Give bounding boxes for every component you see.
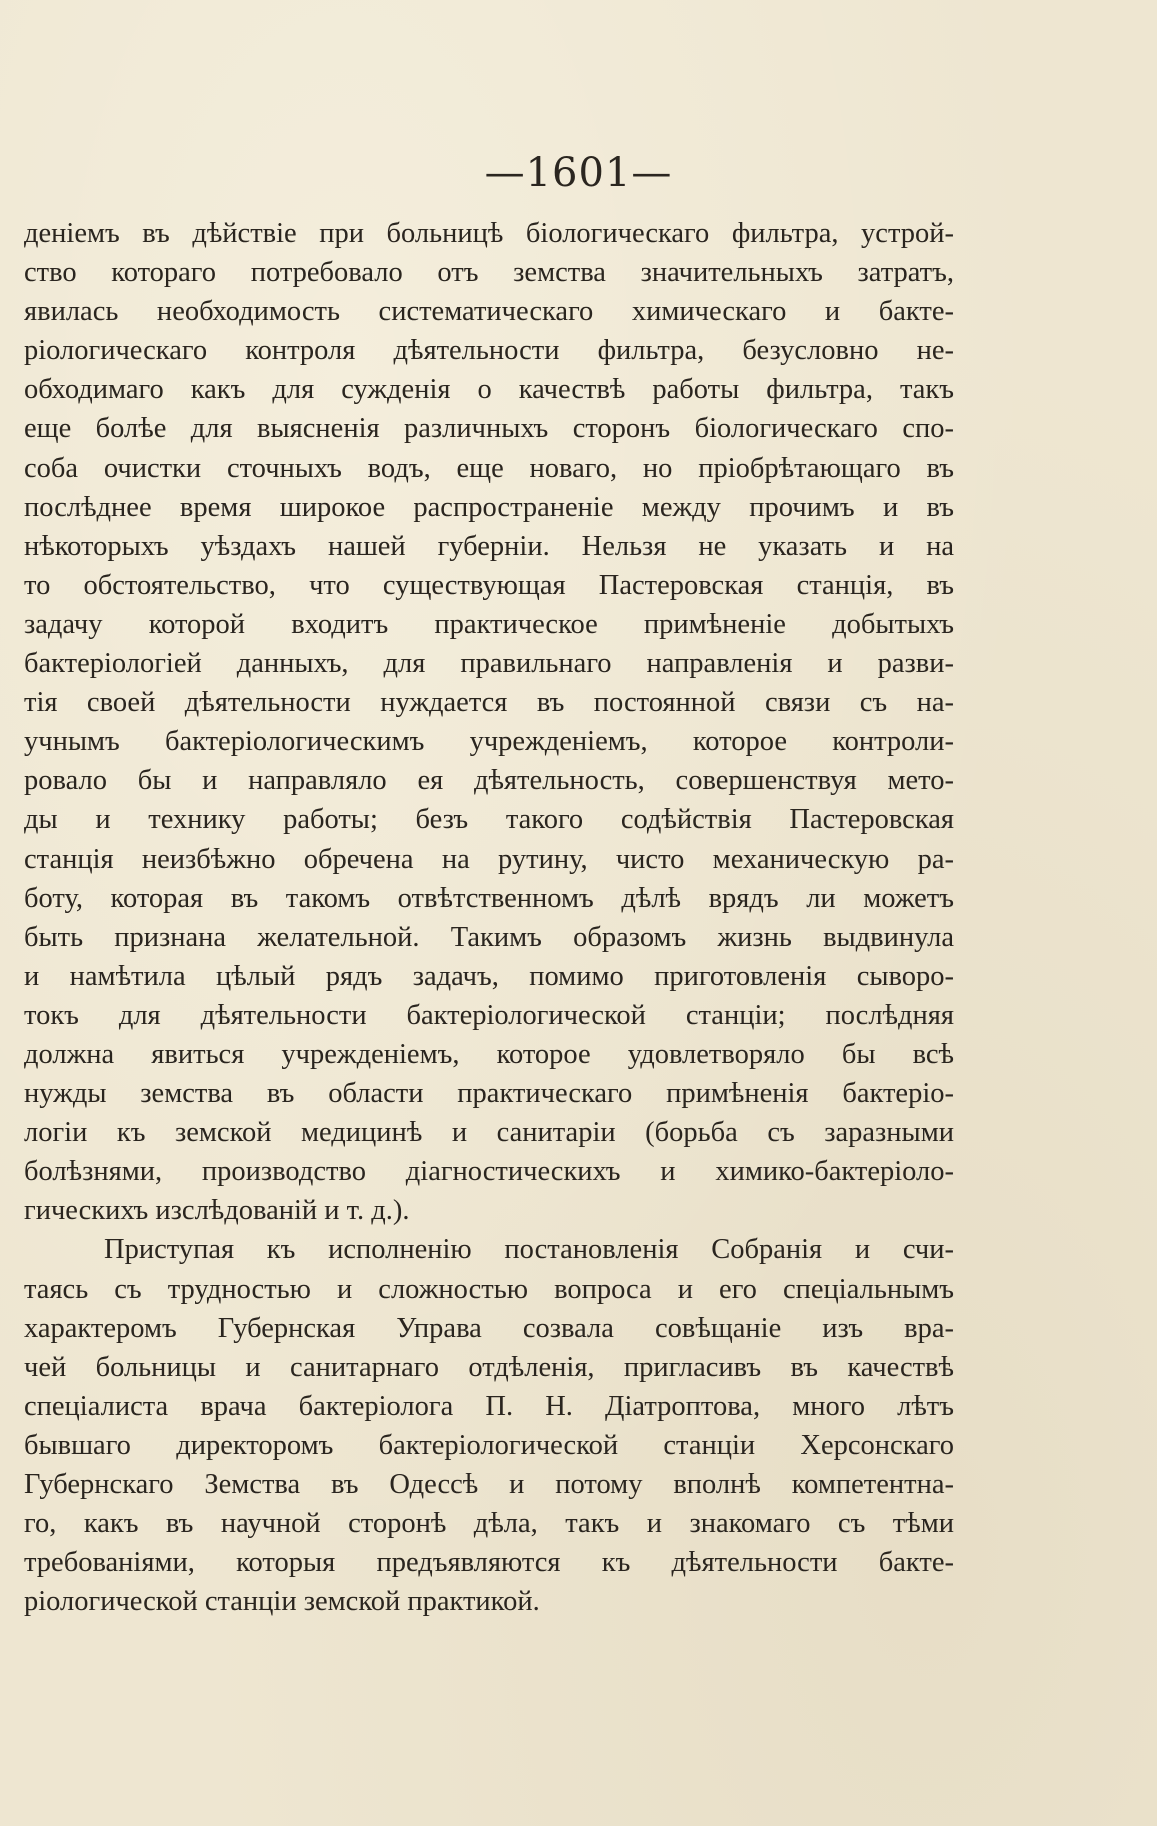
text-line: чей больницы и санитарнаго отдѣленія, пригласивъ въ качествѣ xyxy=(24,1351,954,1383)
text-line: требованіями, которыя предъявляются къ дѣятельности бакте- xyxy=(24,1547,954,1579)
text-line: деніемъ въ дѣйствіе при больницѣ біологическаго фильтра, устрой- xyxy=(24,218,954,249)
text-line: должна явиться учрежденіемъ, которое удовлетворяло бы всѣ xyxy=(24,1038,954,1070)
paragraph-start-line: Приступая къ исполненію постановленія Собранія и счи- xyxy=(104,1234,954,1266)
text-line: ство котораго потребовало отъ земства значительныхъ затратъ, xyxy=(24,257,954,289)
text-line: болѣзнями, производство діагностическихъ и химико-бактеріоло- xyxy=(24,1156,954,1188)
text-line: логіи къ земской медицинѣ и санитаріи (борьба съ заразными xyxy=(24,1117,954,1149)
text-line: нѣкоторыхъ уѣздахъ нашей губерніи. Нельзя не указать и на xyxy=(24,530,954,562)
text-line: еще болѣе для выясненія различныхъ сторонъ біологическаго спо- xyxy=(24,413,954,445)
text-line: станція неизбѣжно обречена на рутину, чисто механическую ра- xyxy=(24,843,954,875)
paragraph-end-line: гическихъ изслѣдованій и т. д.). xyxy=(24,1195,410,1227)
page-number: —1601— xyxy=(484,150,673,196)
text-line: го, какъ въ научной сторонѣ дѣла, такъ и знакомаго съ тѣми xyxy=(24,1508,954,1540)
text-line: ровало бы и направляло ея дѣятельность, совершенствуя мето- xyxy=(24,765,954,797)
text-line: бактеріологіей данныхъ, для правильнаго направленія и разви- xyxy=(24,648,954,680)
text-line: то обстоятельство, что существующая Пастеровская станція, въ xyxy=(24,569,954,601)
text-line: явилась необходимость систематическаго химическаго и бакте- xyxy=(24,296,954,328)
text-line: обходимаго какъ для сужденія о качествѣ работы фильтра, такъ xyxy=(24,374,954,406)
text-line: характеромъ Губернская Управа созвала совѣщаніе изъ вра- xyxy=(24,1312,954,1344)
text-line: быть признана желательной. Такимъ образомъ жизнь выдвинула xyxy=(24,921,954,953)
text-line: и намѣтила цѣлый рядъ задачъ, помимо приготовленія сыворо- xyxy=(24,960,954,992)
text-line: ріологическаго контроля дѣятельности фильтра, безусловно не- xyxy=(24,335,954,367)
text-line: нужды земства въ области практическаго примѣненія бактеріо- xyxy=(24,1078,954,1110)
text-line: ды и технику работы; безъ такого содѣйствія Пастеровская xyxy=(24,804,954,836)
text-body xyxy=(24,214,954,1621)
text-line: задачу которой входитъ практическое примѣненіе добытыхъ xyxy=(24,608,954,640)
text-line: Губернскаго Земства въ Одессѣ и потому вполнѣ компетентна- xyxy=(24,1469,954,1500)
text-line: таясь съ трудностью и сложностью вопроса и его спеціальнымъ xyxy=(24,1273,954,1305)
text-line: боту, которая въ такомъ отвѣтственномъ дѣлѣ врядъ ли можетъ xyxy=(24,882,954,914)
text-line: бывшаго директоромъ бактеріологической станціи Херсонскаго xyxy=(24,1429,954,1461)
text-line: соба очистки сточныхъ водъ, еще новаго, но пріобрѣтающаго въ xyxy=(24,452,954,484)
paragraph-end-line: ріологической станціи земской практикой. xyxy=(24,1586,540,1618)
text-line: спеціалиста врача бактеріолога П. Н. Діатроптова, много лѣтъ xyxy=(24,1390,954,1422)
text-line: токъ для дѣятельности бактеріологической станціи; послѣдняя xyxy=(24,999,954,1031)
text-line: тія своей дѣятельности нуждается въ постоянной связи съ на- xyxy=(24,687,954,719)
text-line: послѣднее время широкое распространеніе между прочимъ и въ xyxy=(24,491,954,523)
text-line: учнымъ бактеріологическимъ учрежденіемъ, которое контроли- xyxy=(24,726,954,758)
